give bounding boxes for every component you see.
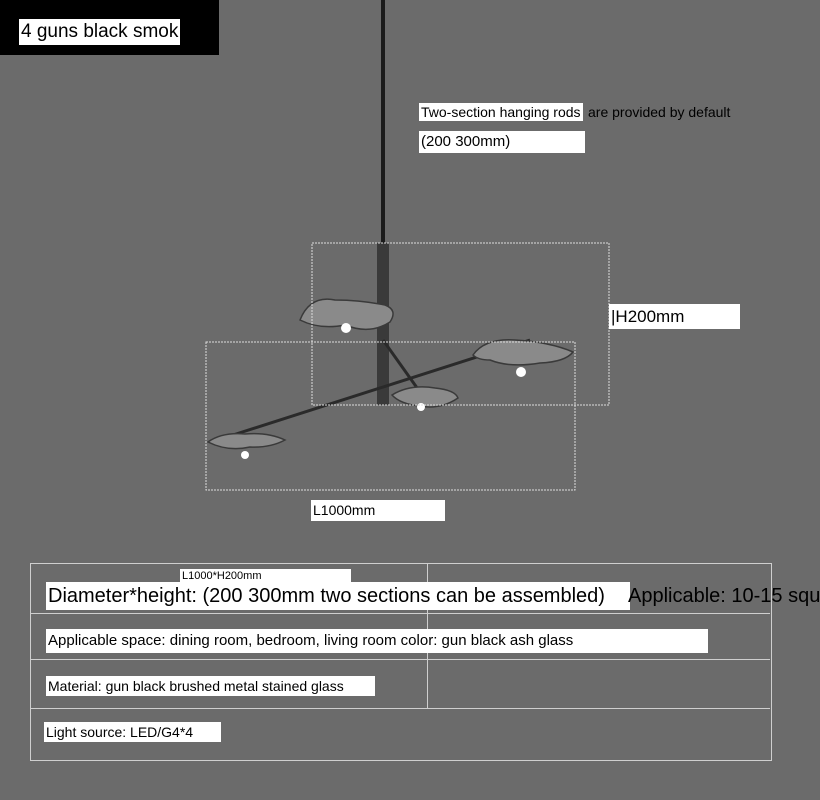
product-title: 4 guns black smok: [19, 19, 180, 45]
spec-size-overlay: L1000*H200mm: [180, 569, 351, 583]
spec-light-source: Light source: LED/G4*4: [44, 722, 221, 742]
spec-material: Material: gun black brushed metal stained glass: [46, 676, 375, 696]
hanging-rods-note: Two-section hanging rods: [421, 104, 581, 120]
spec-table-row-divider: [30, 659, 770, 660]
product-title-tail: sh: [190, 21, 211, 42]
shade-upper-left: [300, 299, 393, 333]
hanging-rods-range: (200 300mm): [419, 131, 585, 153]
shade-lower-middle: [392, 387, 458, 411]
length-dimension-label: L1000mm: [311, 500, 445, 521]
spec-applicable-area: Applicable: 10-15 squ: [628, 585, 820, 607]
spec-applicable-space: Applicable space: dining room, bedroom, living room color: gun black ash glass: [46, 629, 708, 653]
shade-right: [473, 340, 573, 377]
bulb-1: [341, 323, 351, 333]
hanging-rods-note-tail: are provided by default: [588, 104, 731, 120]
bulb-4: [241, 451, 249, 459]
height-dimension-label: |H200mm: [609, 304, 740, 329]
bulb-3: [417, 403, 425, 411]
spec-diameter: Diameter*height: (200 300mm two sections can be assembled): [46, 582, 630, 610]
bulb-2: [516, 367, 526, 377]
spec-table-row-divider: [30, 613, 770, 614]
spec-table-row-divider: [30, 708, 770, 709]
shade-far-left: [208, 434, 285, 459]
